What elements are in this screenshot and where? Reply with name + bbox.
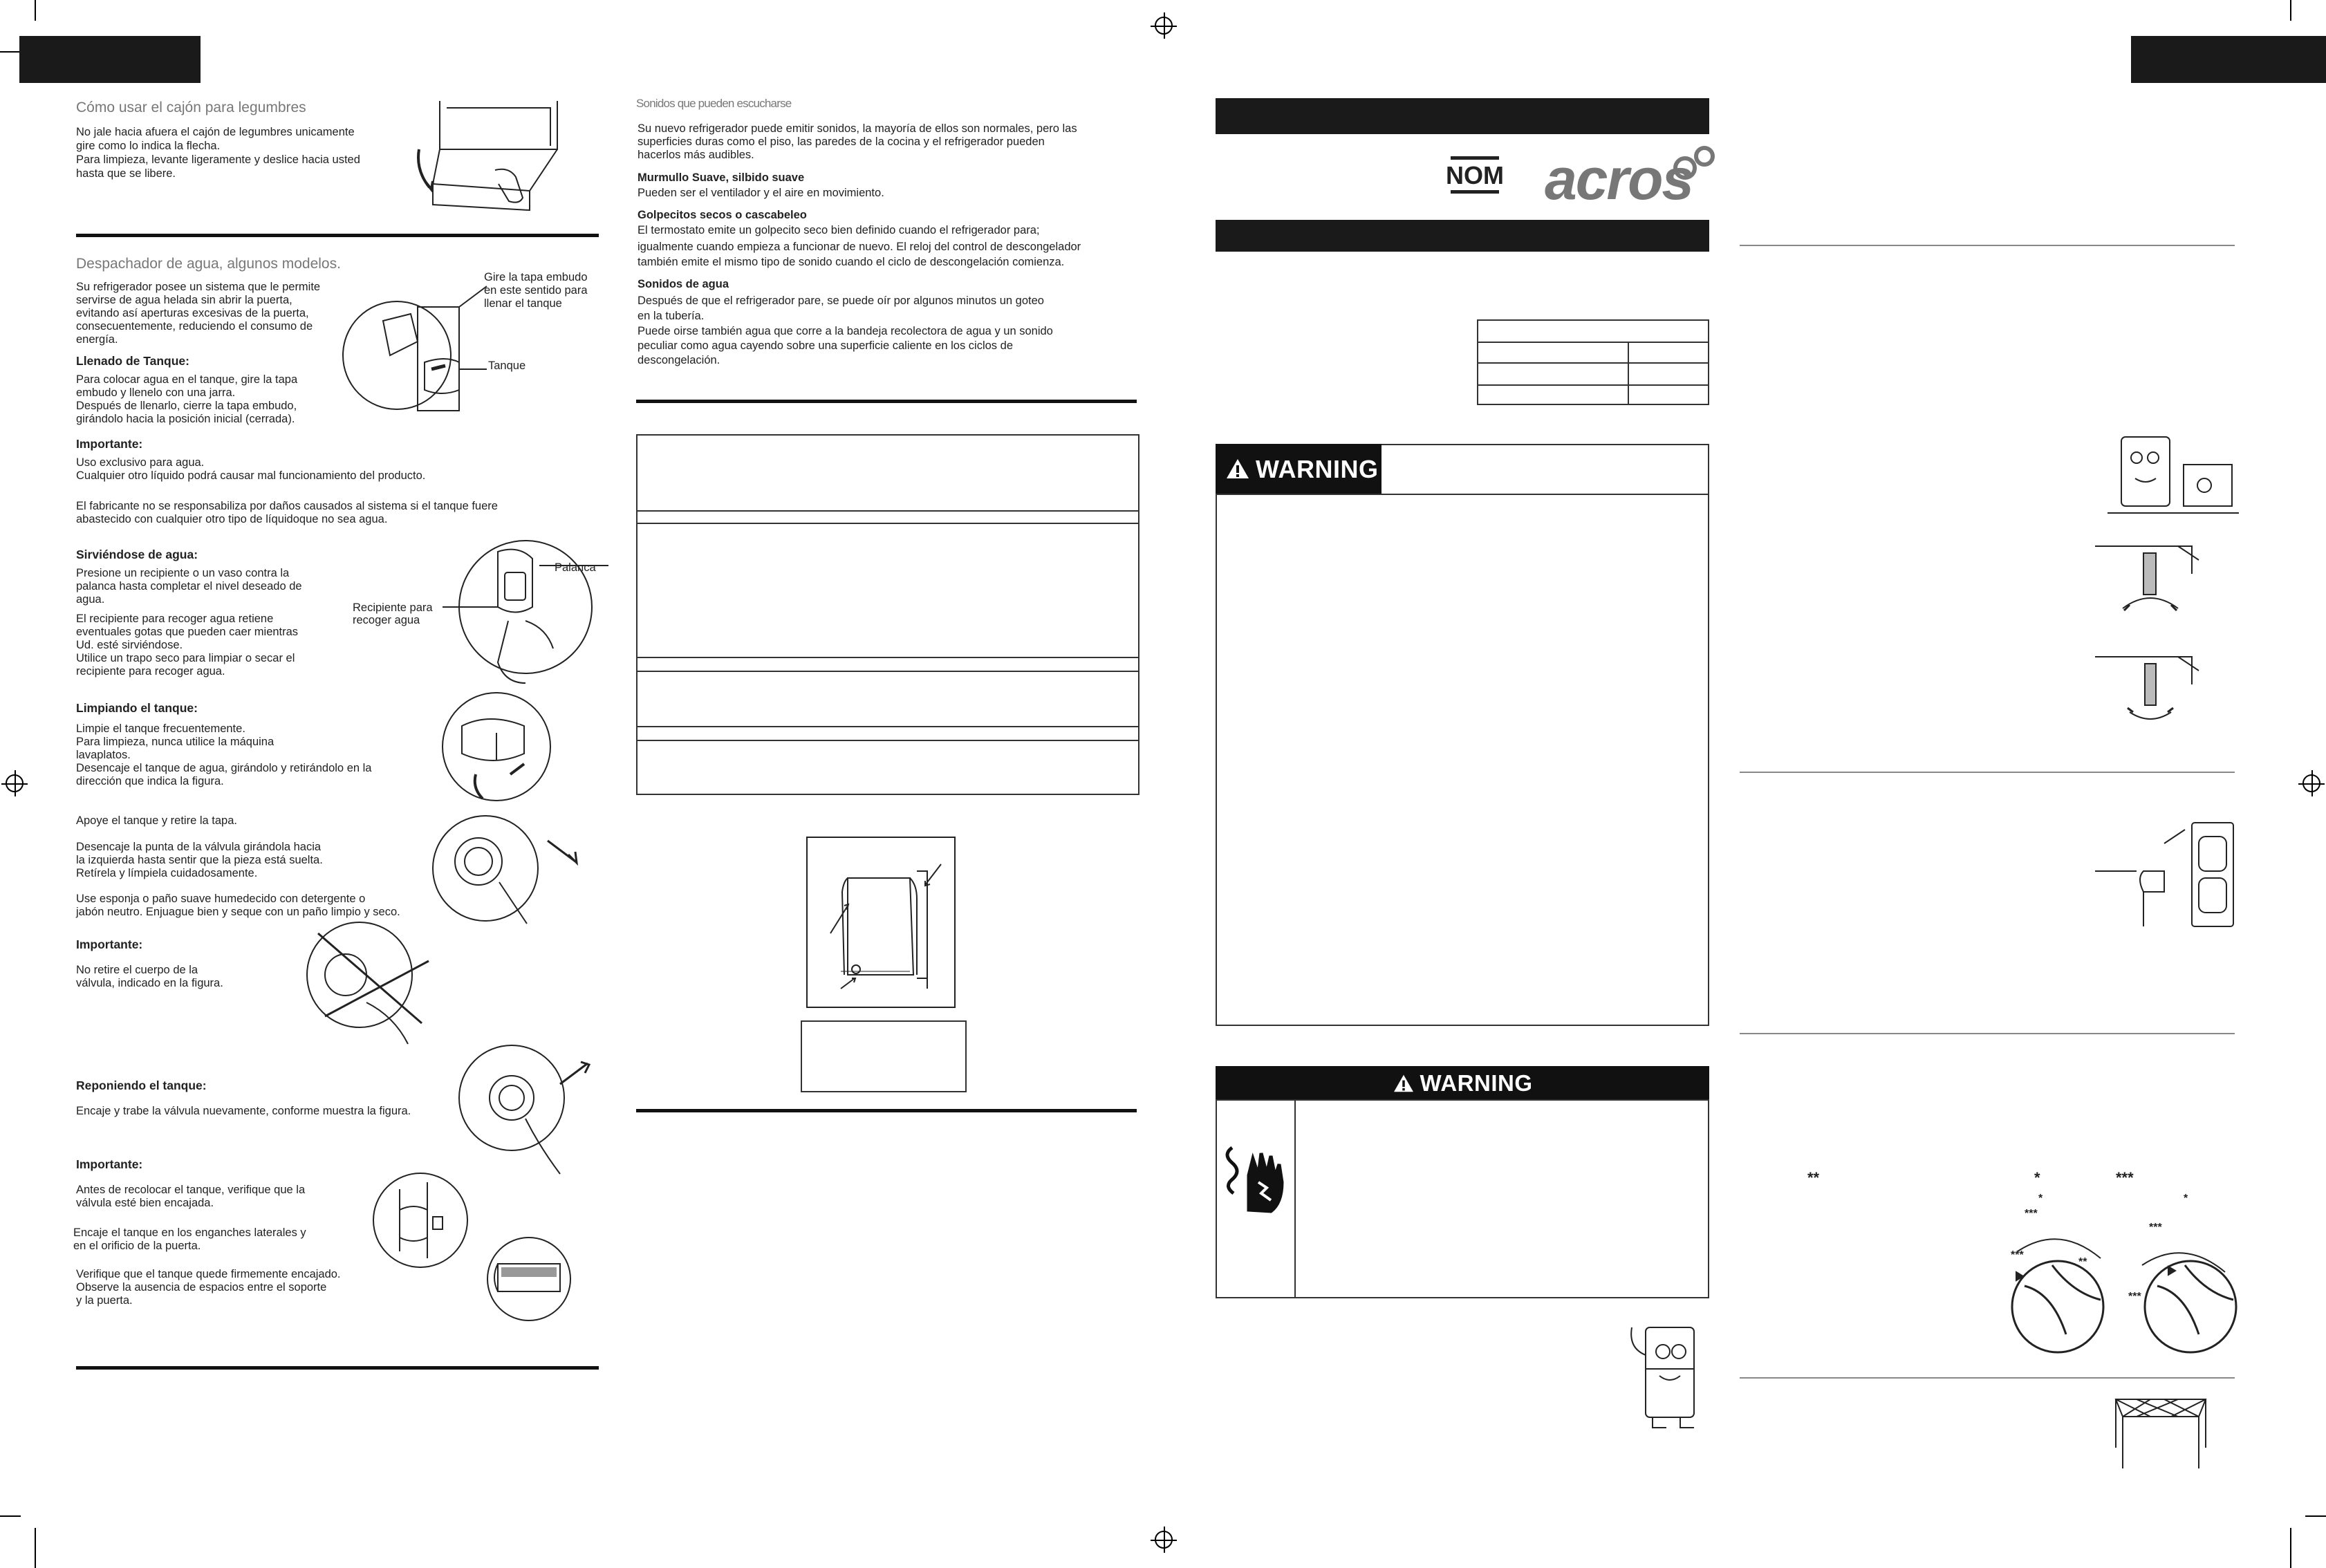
table-row-divider: [636, 657, 1139, 658]
warning-label-2: WARNING: [1420, 1070, 1533, 1096]
table-row-divider: [636, 510, 1139, 512]
serve-title: Sirviéndose de agua:: [76, 548, 198, 561]
hooks-line: Encaje el tanque en los enganches laterales y: [73, 1226, 306, 1239]
section-divider: [1740, 1033, 2235, 1034]
warning-icon-divider: [1294, 1099, 1296, 1298]
sounds-section-title: Sonidos que pueden escucharse: [636, 97, 792, 110]
clean-line: dirección que indica la figura.: [76, 775, 224, 787]
important-title: Importante:: [76, 1157, 143, 1171]
dispenser-intro-line: consecuentemente, reduciendo el consumo de: [76, 320, 313, 333]
crop-mark: [0, 1515, 21, 1517]
verify-line: Verifique que el tanque quede firmemente encajado.: [76, 1268, 341, 1280]
important-title: Importante:: [76, 437, 143, 451]
nom-logo: [1446, 156, 1504, 194]
warning-divider-1: [1216, 494, 1709, 495]
fill-line: Para colocar agua en el tanque, gire la tapa: [76, 373, 298, 386]
fridge-clearance-diagram: [806, 837, 956, 1009]
mascot-fridge-illustration: [1625, 1314, 1708, 1431]
crop-mark: [35, 1528, 36, 1568]
table-row-divider: [636, 740, 1139, 741]
click-line: El termostato emite un golpecito seco bien definido cuando el refrigerador para;: [638, 224, 1040, 236]
water-sound-title: Sonidos de agua: [638, 278, 729, 290]
water-sound-line: descongelación.: [638, 354, 720, 366]
tank-remove-illustration: [441, 691, 552, 816]
hum-line: Pueden ser el ventilador y el aire en movimiento.: [638, 187, 884, 199]
serve-line: palanca hasta completar el nivel deseado de: [76, 580, 302, 592]
tray-callout: Recipiente para: [353, 601, 433, 614]
serve-line: recipiente para recoger agua.: [76, 665, 225, 678]
important-line: Uso exclusivo para agua.: [76, 456, 205, 469]
warning-box-1: [1216, 444, 1709, 1026]
sponge-line: Use esponja o paño suave humedecido con detergente o: [76, 893, 366, 905]
serve-line: agua.: [76, 593, 105, 606]
replace-line: Encaje y trabe la válvula nuevamente, conforme muestra la figura.: [76, 1105, 411, 1117]
clean-line: Para limpieza, nunca utilice la máquina: [76, 736, 275, 748]
drawer-section-title: Cómo usar el cajón para legumbres: [76, 100, 306, 115]
thermostat-dial-2: [2121, 1189, 2253, 1355]
svg-text:*: *: [2038, 1193, 2043, 1204]
replace-title: Reponiendo el tanque:: [76, 1079, 207, 1092]
spec-table-divider: [1477, 342, 1709, 343]
sounds-intro-line: superficies duras como el piso, las paredes de la cocina y el refrigerador pueden: [638, 136, 1045, 148]
fill-line: girándolo hacia la posición inicial (cerrada).: [76, 413, 295, 425]
water-sound-line: Después de que el refrigerador pare, se puede oír por algunos minutos un goteo: [638, 295, 1044, 307]
crop-mark: [2290, 1528, 2291, 1568]
warning-triangle-icon: [1393, 1074, 1415, 1093]
water-sound-line: Puede oirse también agua que corre a la bandeja recolectora de agua y un sonido: [638, 325, 1053, 337]
tank-callout: Tanque: [488, 360, 526, 372]
disclaimer-line: abastecido con cualquier otro tipo de líquidoque no sea agua.: [76, 513, 388, 525]
dispenser-intro-line: evitando así aperturas excesivas de la puerta,: [76, 307, 309, 319]
warning-label-1: WARNING: [1256, 455, 1379, 483]
cover-subheader-bar: [1216, 220, 1709, 252]
warning-header-2: [1216, 1066, 1709, 1099]
table-row-divider: [636, 726, 1139, 727]
nom-text: NOM: [1446, 161, 1504, 189]
valve-replace-illustration: [456, 1043, 608, 1181]
spec-table-col: [1628, 342, 1629, 405]
click-line: igualmente cuando empieza a funcionar de nuevo. El reloj del control de descongelador: [638, 241, 1081, 253]
funnel-callout: Gire la tapa embudo: [484, 271, 588, 283]
svg-text:***: ***: [2025, 1208, 2038, 1220]
section-divider: [76, 1366, 599, 1370]
serve-line: eventuales gotas que pueden caer mientras: [76, 626, 299, 638]
section-divider: [636, 400, 1137, 403]
caption-box: [801, 1020, 967, 1092]
verify-line: Observe la ausencia de espacios entre el soporte: [76, 1281, 327, 1294]
leveling-foot-illustration-2: [2095, 643, 2206, 733]
tank-fill-illustration: [342, 293, 501, 411]
dial-mark-label: **: [1807, 1169, 1820, 1186]
table-row-divider: [636, 523, 1139, 524]
dial-mark-label: *: [2034, 1169, 2040, 1186]
svg-text:***: ***: [2011, 1249, 2024, 1261]
registration-mark-top: [1155, 17, 1173, 35]
svg-text:***: ***: [2128, 1291, 2141, 1303]
dispenser-section-title: Despachador de agua, algunos modelos.: [76, 256, 341, 272]
sounds-intro-line: Su nuevo refrigerador puede emitir sonidos, la mayoría de ellos son normales, pero las: [638, 122, 1077, 135]
hum-title: Murmullo Suave, silbido suave: [638, 171, 805, 184]
important-title: Importante:: [76, 937, 143, 951]
serve-line: Presione un recipiente o un vaso contra la: [76, 567, 290, 579]
fill-line: Después de llenarlo, cierre la tapa embudo,: [76, 400, 297, 412]
valve-line: Desencaje la punta de la válvula girándola hacia: [76, 841, 322, 853]
thermostat-dial-1: [1997, 1189, 2128, 1355]
warning-triangle-icon: [1225, 458, 1250, 480]
sounds-intro-line: hacerlos más audibles.: [638, 149, 754, 161]
important-line: Cualquier otro líquido podrá causar mal funcionamiento del producto.: [76, 469, 426, 482]
tank-fit-illustration: [470, 1236, 588, 1326]
important-line: válvula esté bien encajada.: [76, 1197, 214, 1209]
clean-line: Limpie el tanque frecuentemente.: [76, 722, 245, 735]
fill-line: embudo y llenelo con una jarra.: [76, 386, 236, 399]
click-line: también emite el mismo tipo de sonido cuando el ciclo de descongelación comienza.: [638, 256, 1065, 268]
warning-header-1: [1216, 444, 1381, 494]
svg-text:***: ***: [2149, 1222, 2162, 1233]
dispenser-intro-line: energía.: [76, 333, 118, 346]
serve-line: El recipiente para recoger agua retiene: [76, 613, 274, 625]
dispenser-intro-line: servirse de agua helada sin abrir la puerta,: [76, 294, 292, 306]
corner-tab-right: [2131, 36, 2326, 83]
tank-check-illustration: [372, 1168, 469, 1272]
spec-table-divider: [1477, 362, 1709, 364]
disclaimer-line: El fabricante no se responsabiliza por daños causados al sistema si el tanque fuere: [76, 500, 498, 512]
valve-line: la izquierda hasta sentir que la pieza está suelta.: [76, 854, 323, 866]
water-sound-line: en la tubería.: [638, 310, 705, 322]
shelf-rack-illustration: [2109, 1385, 2213, 1475]
fill-title: Llenado de Tanque:: [76, 354, 189, 368]
important-line: Antes de recolocar el tanque, verifique que la: [76, 1184, 306, 1196]
outlet-plug-illustration: [2095, 816, 2240, 933]
drawer-text-line: gire como lo indica la flecha.: [76, 140, 221, 152]
acros-wordmark: acros: [1545, 147, 1693, 212]
water-sound-line: peculiar como agua cayendo sobre una superficie caliente en los ciclos de: [638, 339, 1013, 352]
valve-illustration: [430, 813, 589, 937]
table-row-divider: [636, 671, 1139, 672]
funnel-callout: en este sentido para: [484, 284, 588, 297]
crop-mark: [2290, 0, 2291, 21]
funnel-callout: llenar el tanque: [484, 297, 562, 310]
registration-mark-right: [2302, 774, 2320, 792]
section-divider: [76, 234, 599, 237]
important-line: No retire el cuerpo de la: [76, 964, 198, 976]
serve-line: Utilice un trapo seco para limpiar o secar el: [76, 652, 295, 664]
crop-mark: [0, 51, 21, 53]
registration-mark-bottom: [1155, 1531, 1173, 1549]
clean-title: Limpiando el tanque:: [76, 701, 198, 715]
electric-shock-hand-icon: [1218, 1134, 1290, 1217]
crop-mark: [2305, 1515, 2326, 1517]
leveling-foot-illustration-1: [2095, 532, 2206, 622]
svg-text:**: **: [2078, 1256, 2087, 1268]
important-line: válvula, indicado en la figura.: [76, 977, 223, 989]
clean-line: lavaplatos.: [76, 749, 131, 761]
lever-callout: Palanca: [555, 561, 596, 574]
cover-header-bar: [1216, 98, 1709, 134]
corner-tab-left: [19, 36, 201, 83]
dispenser-lever-illustration: [470, 538, 608, 690]
click-title: Golpecitos secos o cascabeleo: [638, 209, 807, 221]
svg-text:*: *: [2184, 1193, 2188, 1204]
dispenser-intro-line: Su refrigerador posee un sistema que le permite: [76, 281, 321, 293]
drawer-illustration: [419, 101, 578, 212]
hooks-line: en el orificio de la puerta.: [73, 1240, 201, 1252]
drawer-text-line: Para limpieza, levante ligeramente y deslice hacia usted: [76, 153, 360, 166]
sponge-line: jabón neutro. Enjuague bien y seque con un paño limpio y seco.: [76, 906, 400, 918]
tray-callout: recoger agua: [353, 614, 420, 626]
valve-line: Retírela y límpiela cuidadosamente.: [76, 867, 258, 879]
dial-mark-label: ***: [2116, 1169, 2134, 1186]
clean-line: Desencaje el tanque de agua, girándolo y retirándolo en la: [76, 762, 372, 774]
registration-mark-left: [6, 774, 24, 792]
valve-body-illustration: [297, 920, 449, 1058]
acros-logo: [1543, 144, 1716, 212]
serve-line: Ud. esté sirviéndose.: [76, 639, 183, 651]
support-line: Apoye el tanque y retire la tapa.: [76, 814, 237, 827]
section-divider: [1740, 245, 2235, 246]
crop-mark: [35, 0, 36, 21]
verify-line: y la puerta.: [76, 1294, 133, 1307]
section-divider: [1740, 772, 2235, 773]
drawer-text-line: No jale hacia afuera el cajón de legumbres unicamente: [76, 126, 355, 138]
section-divider: [1740, 1377, 2235, 1379]
spec-table-divider: [1477, 384, 1709, 386]
drawer-text-line: hasta que se libere.: [76, 167, 176, 180]
fridge-leveling-illustration: [2108, 430, 2239, 520]
section-divider: [636, 1109, 1137, 1112]
